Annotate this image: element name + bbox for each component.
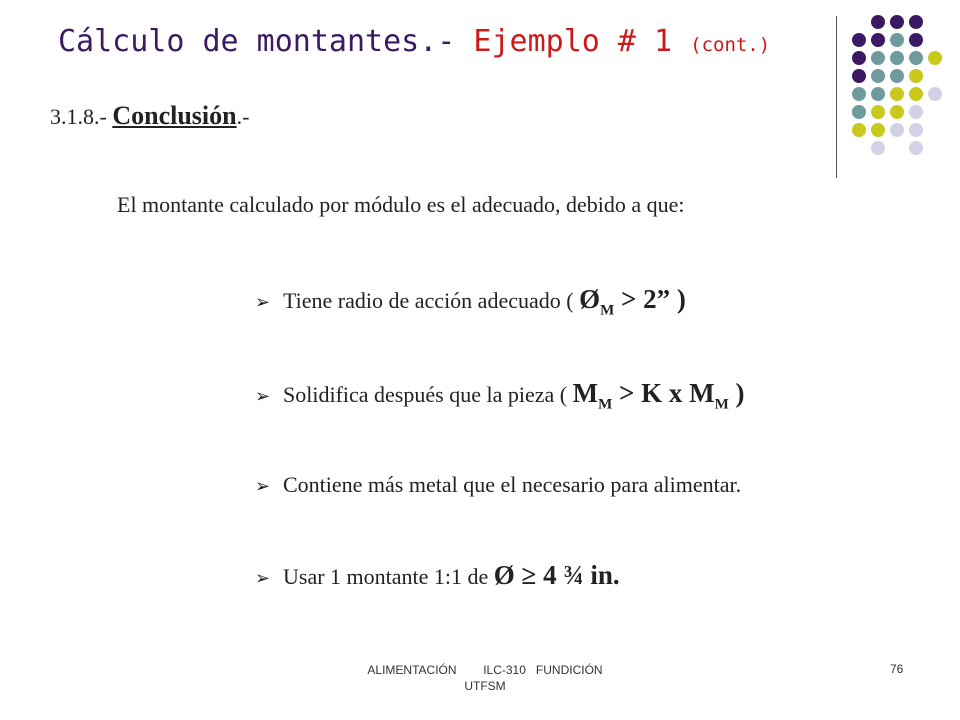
title-example: Ejemplo # 1 — [473, 24, 691, 59]
decorative-dot — [852, 123, 866, 137]
section-suffix: .- — [236, 104, 250, 129]
decorative-dot — [890, 15, 904, 29]
decorative-dot — [909, 15, 923, 29]
decorative-dot — [871, 69, 885, 83]
decorative-dot — [928, 87, 942, 101]
decorative-dot — [890, 69, 904, 83]
decorative-dot — [852, 51, 866, 65]
footer-institution: UTFSM — [464, 679, 506, 693]
decorative-dot — [871, 33, 885, 47]
bullet-text: Tiene radio de acción adecuado ( — [283, 288, 580, 313]
bullet-formula: $Ø_M > 2$” ) — [579, 284, 686, 319]
decorative-dot — [909, 123, 923, 137]
decorative-dot — [852, 69, 866, 83]
bullet-arrow-icon: ➢ — [255, 568, 271, 589]
bullet-arrow-icon: ➢ — [255, 386, 271, 407]
decorative-dot-grid — [0, 0, 960, 180]
decorative-dot — [871, 87, 885, 101]
section-number: 3.1.8.- — [50, 104, 113, 129]
title-cont: (cont.) — [690, 34, 771, 56]
decorative-dot — [909, 69, 923, 83]
bullet-radio-accion — [255, 284, 686, 319]
decorative-dot — [852, 33, 866, 47]
decorative-dot — [890, 51, 904, 65]
decorative-dot — [909, 87, 923, 101]
footer-course: ALIMENTACIÓN ILC-310 FUNDICIÓN — [367, 663, 603, 677]
decorative-dot — [871, 105, 885, 119]
decorative-dot — [909, 51, 923, 65]
bullet-text: Contiene más metal que el necesario para alimentar. — [283, 472, 742, 497]
decorative-dot — [890, 33, 904, 47]
intro-text: El montante calculado por módulo es el adecuado, debido a que: — [117, 192, 685, 217]
decorative-dot — [852, 105, 866, 119]
section-heading — [50, 101, 249, 131]
decorative-dot — [871, 123, 885, 137]
decorative-dot — [909, 141, 923, 155]
bullet-arrow-icon: ➢ — [255, 476, 271, 497]
decorative-dot — [928, 51, 942, 65]
title-topic: Cálculo de montantes.- — [58, 24, 474, 59]
section-title: Conclusión — [112, 101, 237, 130]
decorative-dot — [890, 105, 904, 119]
bullet-formula: $M_M > K$ x $M_M$ ) — [572, 378, 745, 413]
decorative-dot — [871, 15, 885, 29]
decorative-dot — [852, 87, 866, 101]
bullet-solidifica — [255, 378, 745, 413]
decorative-dot — [909, 105, 923, 119]
decorative-dot — [890, 87, 904, 101]
footer-text — [340, 662, 630, 694]
decorative-dot — [871, 51, 885, 65]
bullet-text: Solidifica después que la pieza ( — [283, 382, 573, 407]
bullet-contiene-metal — [255, 472, 741, 498]
decorative-dot — [909, 33, 923, 47]
bullet-formula: Ø ≥ 4 ¾ in. — [493, 560, 620, 590]
decorative-dot — [871, 141, 885, 155]
bullet-arrow-icon: ➢ — [255, 292, 271, 313]
bullet-usar-montante — [255, 560, 620, 591]
decorative-dot — [890, 123, 904, 137]
bullet-text: Usar 1 montante 1:1 de — [283, 564, 494, 589]
page-number: 76 — [890, 662, 904, 676]
